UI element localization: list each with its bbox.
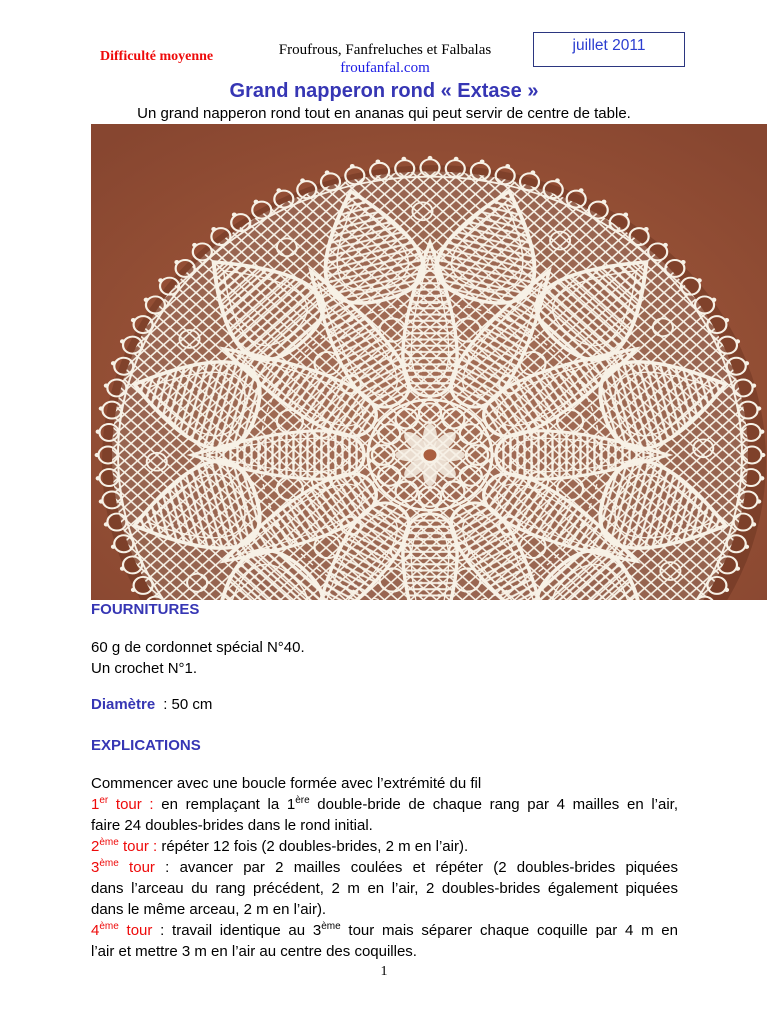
edge-picot xyxy=(761,453,766,457)
round-text: : travail identique au 3 xyxy=(152,922,322,939)
edge-picot xyxy=(602,200,607,204)
round-2-line xyxy=(91,836,678,857)
round-text: : avancer par 2 mailles coulées et répéter (2 doubles-brides piquées xyxy=(154,859,678,876)
edge-picot xyxy=(724,318,729,322)
round-2-label xyxy=(91,838,157,855)
edge-picot xyxy=(555,178,560,182)
edge-picot xyxy=(454,157,459,161)
edge-picot xyxy=(735,339,740,343)
edge-picot xyxy=(579,188,584,192)
edge-picot xyxy=(663,243,668,247)
round-text: tour mais séparer chaque coquille par 4 m en xyxy=(340,922,678,939)
round-text: double-bride de chaque rang par 4 mailles en l’air, xyxy=(309,796,678,813)
explications-heading: EXPLICATIONS xyxy=(91,737,201,754)
edge-picot xyxy=(751,384,756,388)
edge-picot xyxy=(644,227,649,231)
round-word: tour xyxy=(118,922,153,939)
date-box xyxy=(533,32,685,67)
date-label: juillet 2011 xyxy=(572,37,646,54)
edge-picot xyxy=(120,567,125,571)
explications-text xyxy=(91,773,678,962)
intro-line: Commencer avec une boucle formée avec l’extrémité du fil xyxy=(91,775,482,792)
ordinal-suffix: ème xyxy=(99,837,119,848)
edge-picot xyxy=(111,361,116,365)
edge-picot xyxy=(744,545,749,549)
edge-picot xyxy=(697,278,702,282)
round-4-label xyxy=(91,922,152,939)
edge-picot xyxy=(104,384,109,388)
edge-picot xyxy=(131,588,136,592)
edge-picot xyxy=(144,298,149,302)
ordinal-suffix: er xyxy=(99,795,109,806)
round-word: tour xyxy=(118,859,155,876)
round-number: 3 xyxy=(91,859,100,876)
round-1-line: faire 24 doubles-brides dans le rond initial. xyxy=(91,817,373,834)
round-1-line xyxy=(91,794,678,815)
edge-picot xyxy=(531,170,536,174)
edge-picot xyxy=(96,476,101,480)
rosette-center xyxy=(422,448,438,462)
edge-picot xyxy=(192,243,197,247)
edge-picot xyxy=(757,499,762,503)
supply-item: 60 g de cordonnet spécial N°40. xyxy=(91,639,305,656)
diameter-label: Diamètre xyxy=(91,696,156,713)
page-number: 1 xyxy=(380,964,388,979)
edge-picot xyxy=(99,499,104,503)
diameter-row xyxy=(91,694,212,715)
round-text: répéter 12 fois (2 doubles-brides, 2 m en l’air). xyxy=(157,838,469,855)
round-4-line xyxy=(91,920,678,941)
edge-picot xyxy=(350,164,355,168)
edge-picot xyxy=(760,430,765,434)
round-3-line xyxy=(91,857,678,878)
edge-picot xyxy=(325,170,330,174)
ordinal-suffix: ère xyxy=(295,795,310,806)
round-text: en remplaçant la 1 xyxy=(153,796,296,813)
edge-picot xyxy=(724,588,729,592)
supply-item: Un crochet N°1. xyxy=(91,660,198,677)
edge-picot xyxy=(757,406,762,410)
edge-picot xyxy=(505,164,510,168)
center-rosette xyxy=(368,400,492,511)
edge-picot xyxy=(158,278,163,282)
round-word: tour : xyxy=(108,796,154,813)
pineapple-motif xyxy=(403,514,457,600)
edge-picot xyxy=(99,406,104,410)
edge-picot xyxy=(712,298,717,302)
site-name: Froufrous, Fanfreluches et Falbalas xyxy=(278,42,492,58)
round-3-line: dans l’arceau du rang précédent, 2 m en l’air, 2 doubles-brides également piquées xyxy=(91,880,678,897)
round-1-label xyxy=(91,796,154,813)
round-number: 4 xyxy=(91,922,100,939)
round-4-line: l’air et mettre 3 m en l’air au centre des coquilles. xyxy=(91,943,417,960)
round-number: 1 xyxy=(91,796,100,813)
diameter-value: : 50 cm xyxy=(163,696,213,713)
ordinal-suffix: ème xyxy=(321,921,341,932)
edge-picot xyxy=(735,567,740,571)
round-number: 2 xyxy=(91,838,100,855)
edge-picot xyxy=(276,188,281,192)
page-title: Grand napperon rond « Extase » xyxy=(229,80,539,102)
edge-picot xyxy=(96,430,101,434)
site-url-link[interactable]: froufanfal.com xyxy=(340,60,430,76)
difficulty-label: Difficulté moyenne xyxy=(100,49,214,64)
edge-picot xyxy=(174,260,179,264)
edge-picot xyxy=(95,453,100,457)
round-3-label xyxy=(91,859,155,876)
edge-picot xyxy=(211,227,216,231)
edge-picot xyxy=(120,339,125,343)
ordinal-suffix: ème xyxy=(99,921,119,932)
edge-picot xyxy=(401,157,406,161)
edge-picot xyxy=(232,213,237,217)
edge-picot xyxy=(681,260,686,264)
edge-picot xyxy=(480,159,485,163)
round-word: tour : xyxy=(118,838,158,855)
ordinal-suffix: ème xyxy=(99,858,119,869)
edge-picot xyxy=(131,318,136,322)
edge-picot xyxy=(254,200,259,204)
doily-photo xyxy=(91,124,767,600)
edge-picot xyxy=(111,545,116,549)
edge-picot xyxy=(760,476,765,480)
fournitures-heading: FOURNITURES xyxy=(91,601,200,618)
edge-picot xyxy=(104,522,109,526)
edge-picot xyxy=(428,156,433,160)
edge-picot xyxy=(300,178,305,182)
page-subtitle: Un grand napperon rond tout en ananas qui peut servir de centre de table. xyxy=(137,105,631,122)
edge-picot xyxy=(376,159,381,163)
edge-picot xyxy=(623,213,628,217)
round-3-line: dans le même arceau, 2 m en l’air). xyxy=(91,901,327,918)
edge-picot xyxy=(744,361,749,365)
edge-picot xyxy=(751,522,756,526)
